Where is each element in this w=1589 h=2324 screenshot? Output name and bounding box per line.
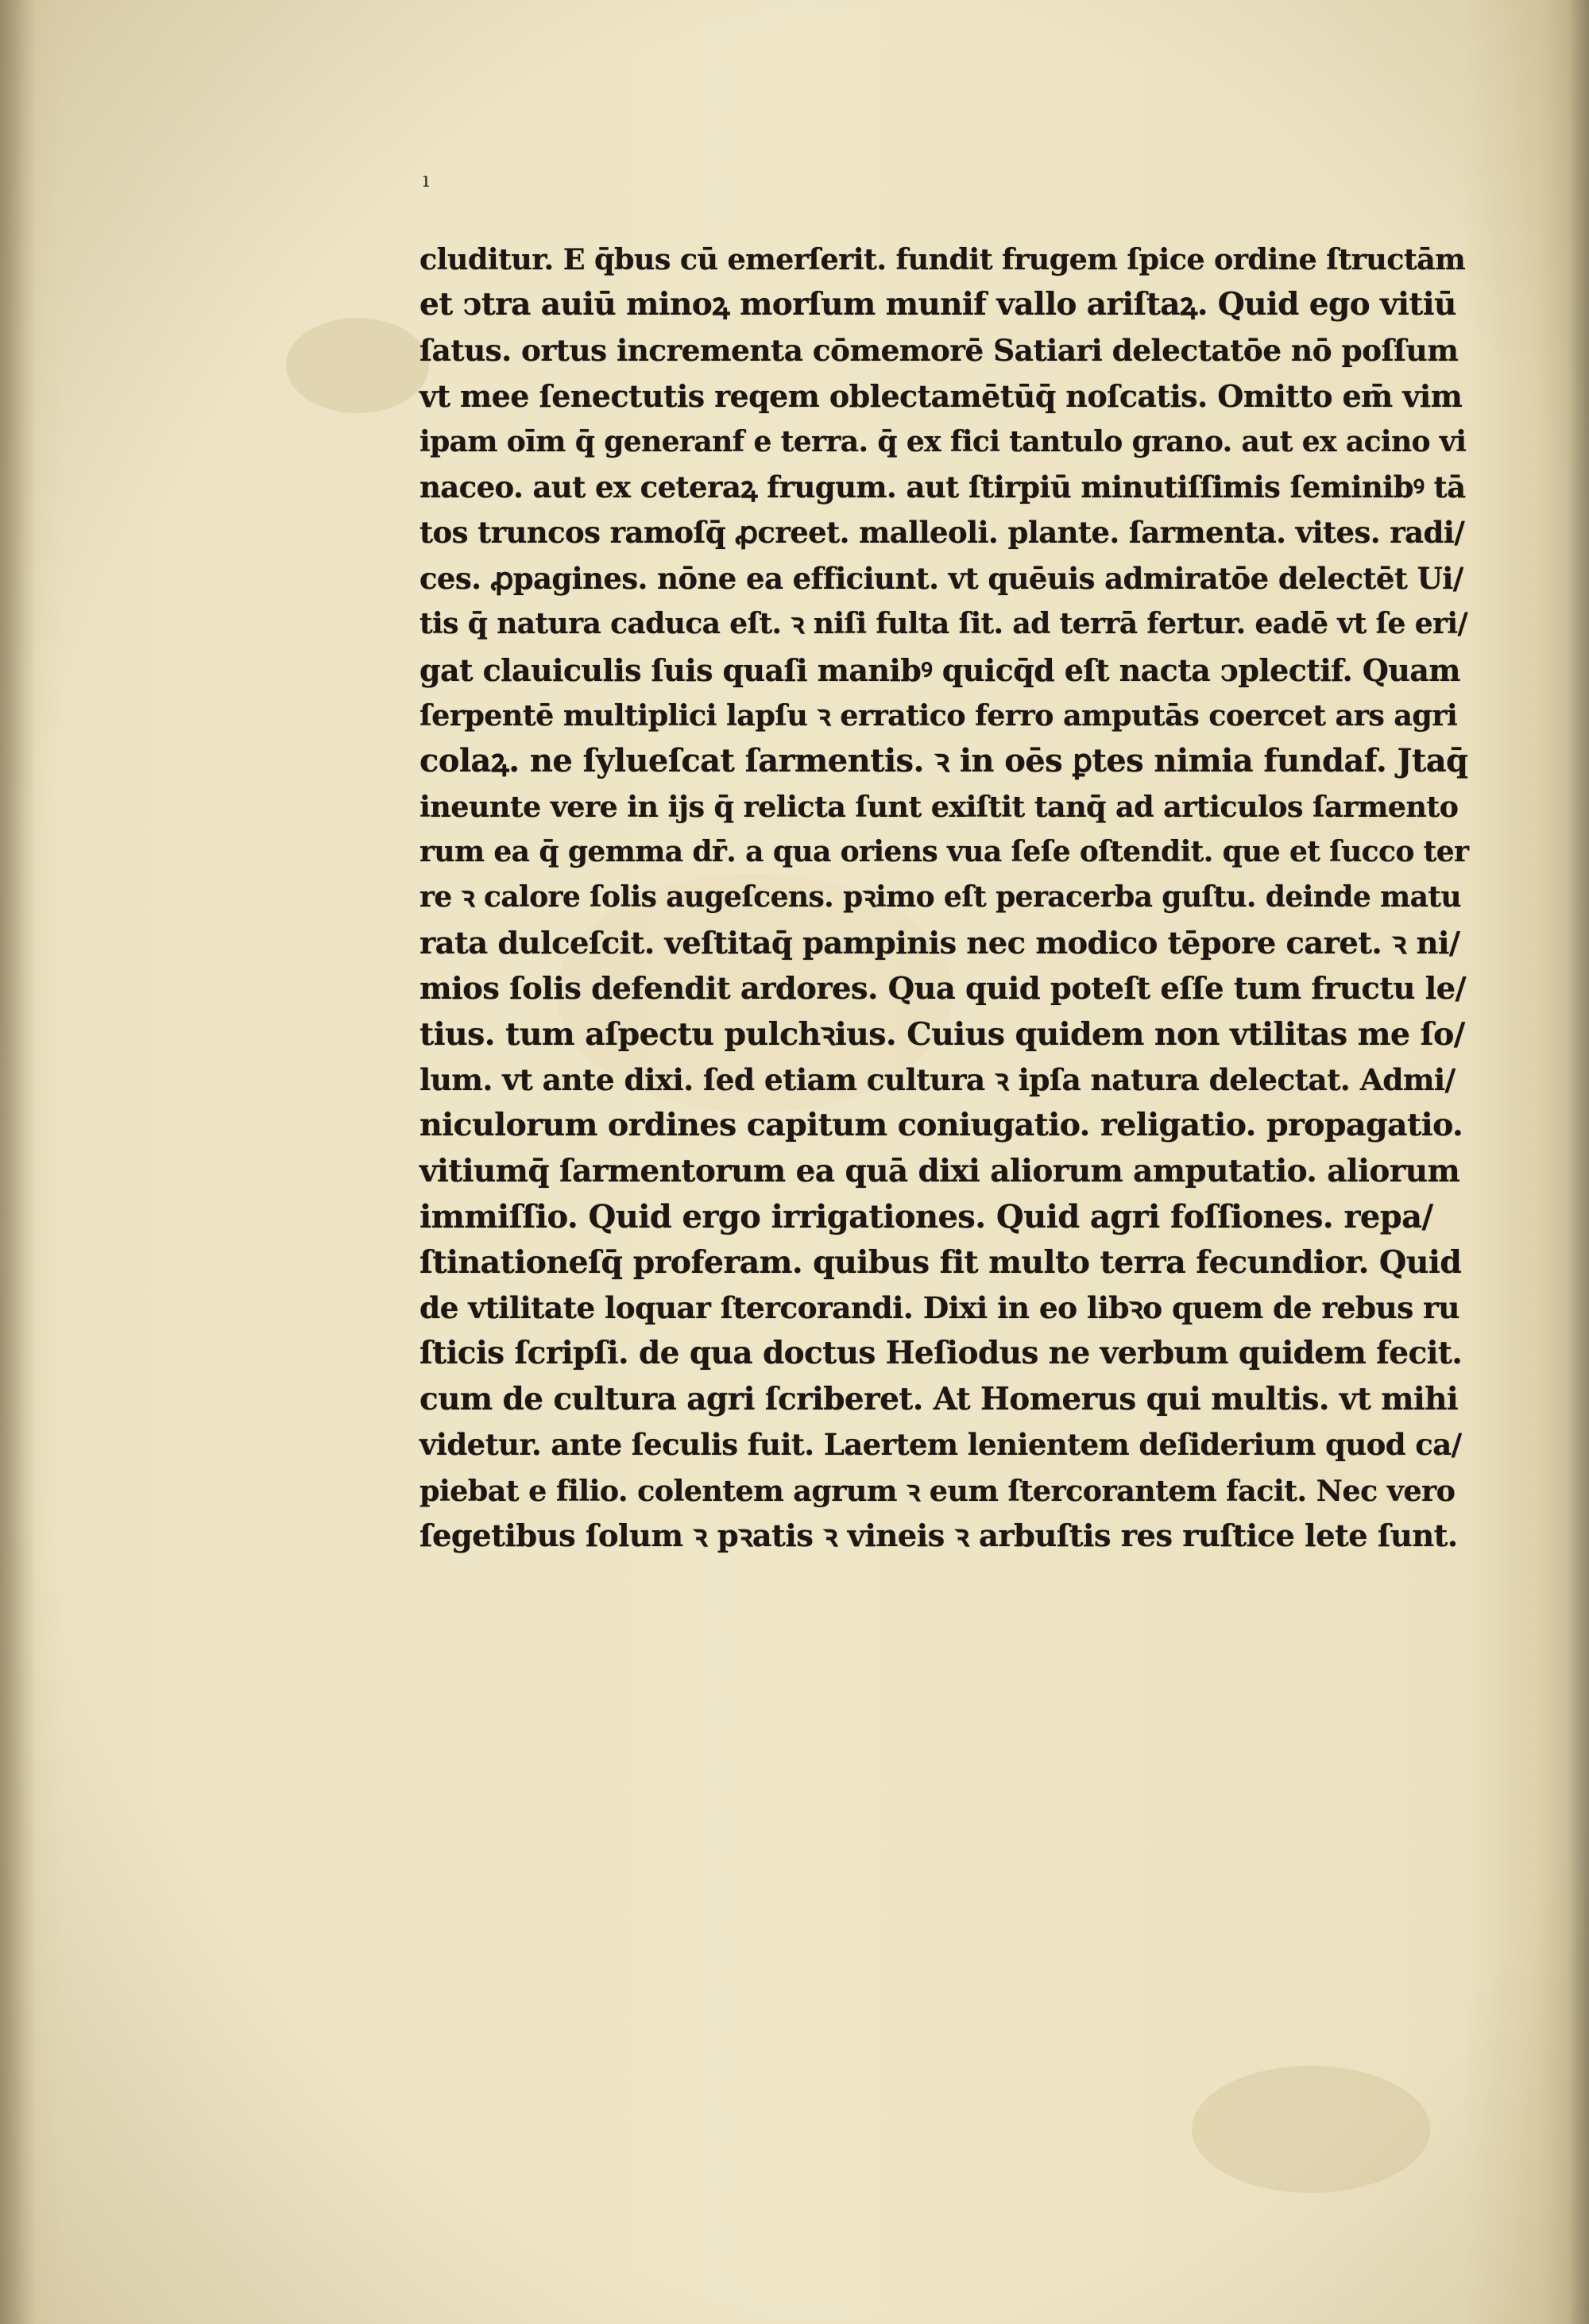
text-line: piebat e filio. colentem agrum ꝛ eum ſtercorantem facit. Nec vero	[419, 1473, 1456, 1508]
text-line: rum ea q̄ gemma dr̄. a qua oriens vua ſeſe oſtendit. que et ſucco ter	[419, 835, 1469, 869]
text-line: vitiumq̄ ſarmentorum ea quā dixi aliorum amputatio. aliorum	[419, 1152, 1460, 1189]
text-line: videtur. ante ſeculis fuit. Laertem lenientem deſiderium quod ca/	[419, 1427, 1462, 1463]
text-line: ces. ꝓpagines. nōne ea efficiunt. vt quēuis admiratōe delectēt Ui/	[419, 560, 1463, 596]
text-line: tius. tum aſpectu pulchꝛius. Cuius quidem non vtilitas me ſo/	[419, 1015, 1465, 1053]
text-line: ſegetibus ſolum ꝛ pꝛatis ꝛ vineis ꝛ arbuſtis res ruſtice lete ſunt.	[419, 1518, 1458, 1554]
text-block	[419, 237, 1468, 1559]
text-line: vt mee ſenectutis reqem oblectamētūq̄ noſcatis. Omitto em̄ vim	[419, 378, 1463, 415]
text-line: ineunte vere in ijs q̄ relicta ſunt exiſtit tanq̄ ad articulos ſarmento	[419, 789, 1459, 824]
margin-mark: ı	[423, 168, 430, 192]
page-edge	[1568, 0, 1589, 2324]
text-line: ſatus. ortus incrementa cōmemorē Satiari delectatōe nō poſſum	[419, 332, 1459, 368]
text-line: cum de cultura agri ſcriberet. At Homerus qui multis. vt mihi	[419, 1380, 1459, 1417]
text-line: ipam oīm q̄ generanf e terra. q̄ ex fici tantulo grano. aut ex acino vi	[419, 424, 1467, 458]
text-line: mios ſolis defendit ardores. Qua quid poteſt eſſe tum fructu le/	[419, 971, 1467, 1007]
text-line: tis q̄ natura caduca eſt. ꝛ niſi fulta ſit. ad terrā fertur. eadē vt ſe eri/	[419, 607, 1468, 641]
text-line: gat clauiculis ſuis quaſi manibꝰ quicq̄d eſt nacta ↄplectif. Quam	[419, 652, 1460, 688]
text-line: re ꝛ calore ſolis augeſcens. pꝛimo eſt peracerba guſtu. deinde matu	[419, 880, 1461, 915]
text-line: tos truncos ramoſq̄ ꝓcreet. malleoli. plante. ſarmenta. vites. radi/	[419, 515, 1465, 551]
text-line: de vtilitate loquar ſtercorandi. Dixi in eo libꝛo quem de rebus ru	[419, 1290, 1459, 1325]
text-line: rata dulceſcit. veſtitaq̄ pampinis nec modico tēpore caret. ꝛ ni/	[419, 925, 1460, 961]
text-line: ſtinationeſq̄ proferam. quibus fit multo terra fecundior. Quid	[419, 1243, 1462, 1281]
text-line: niculorum ordines capitum coniugatio. religatio. propagatio.	[419, 1107, 1463, 1144]
text-line: cluditur. E q̄bus cū emerſerit. fundit frugem ſpice ordine ſtructām	[419, 242, 1466, 276]
paper-stain	[1192, 2066, 1430, 2193]
text-line: colaꝝ. ne ſylueſcat ſarmentis. ꝛ in oēs ꝑtes nimia fundaf. Jtaq̄	[419, 742, 1468, 780]
text-line: lum. vt ante dixi. ſed etiam cultura ꝛ ipſa natura delectat. Admi/	[419, 1062, 1456, 1098]
text-line: naceo. aut ex ceteraꝝ frugum. aut ſtirpiū minutiſſimis ſeminibꝰ tā	[419, 469, 1466, 505]
gutter-shadow	[0, 0, 37, 2324]
text-line: et ↄtra auiū minoꝝ morſum munif vallo ariſtaꝝ. Quid ego vitiū	[419, 286, 1456, 323]
text-line: ſticis ſcripſi. de qua doctus Heſiodus ne verbum quidem fecit.	[419, 1335, 1463, 1372]
paper-stain	[286, 318, 429, 413]
text-line: ſerpentē multiplici lapſu ꝛ erratico ferro amputās coercet ars agri	[419, 698, 1458, 733]
text-line: immiſſio. Quid ergo irrigationes. Quid agri foſſiones. repa/	[419, 1198, 1433, 1236]
